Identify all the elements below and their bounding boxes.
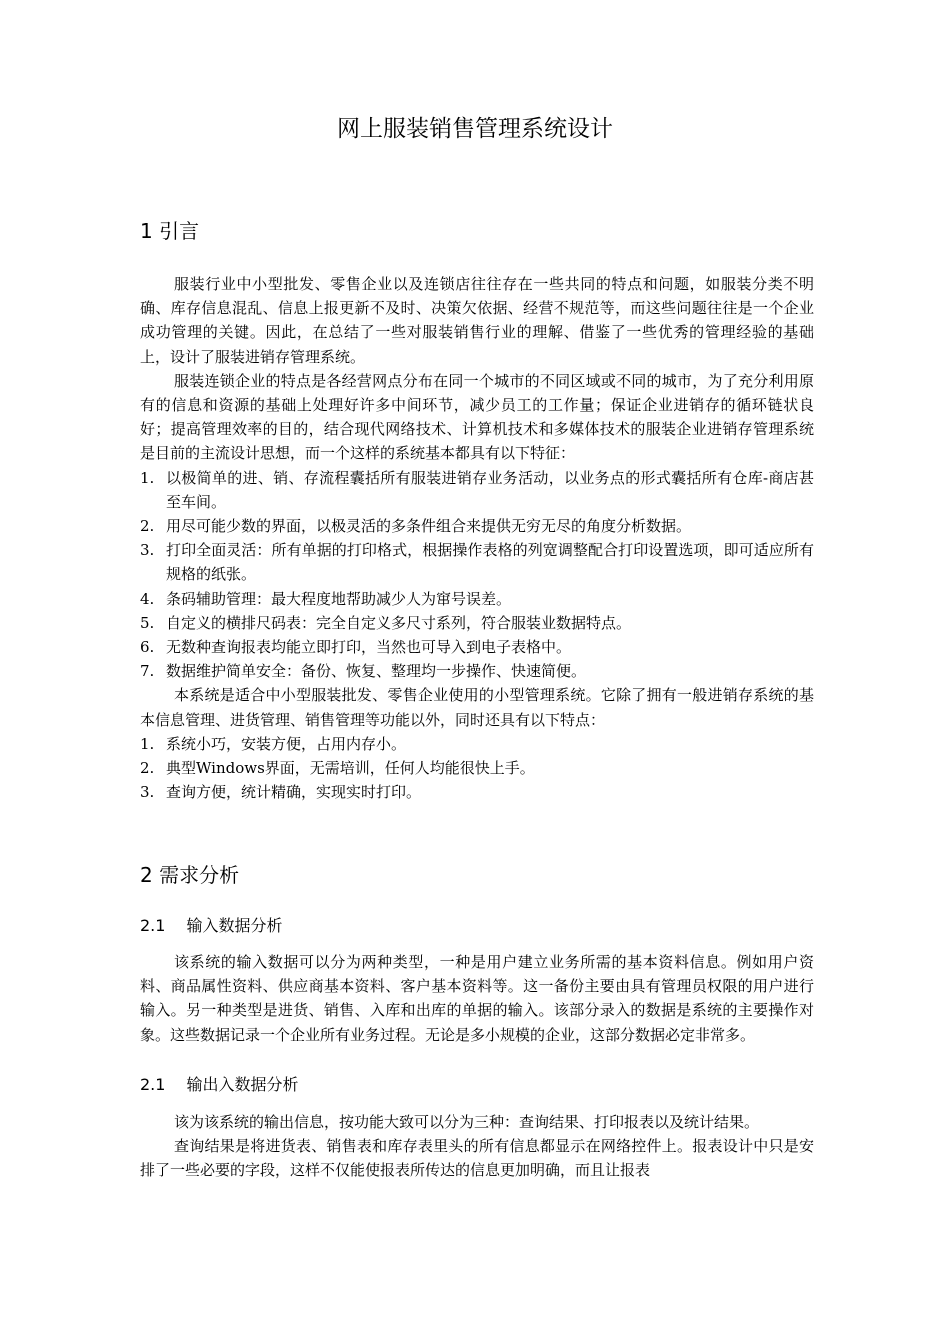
list-number: 6. xyxy=(140,638,155,657)
list-item xyxy=(140,611,814,635)
paragraph: 查询结果是将进货表、销售表和库存表里头的所有信息都显示在网络控件上。报表设计中只是安排了一些必要的字段，这样不仅能使报表所传达的信息更加明确，而且让报表 xyxy=(140,1137,814,1180)
input-analysis-body xyxy=(140,950,814,1047)
output-analysis-body xyxy=(140,1110,814,1183)
paragraph: 服装行业中小型批发、零售企业以及连锁店往往存在一些共同的特点和问题，如服装分类不明确、库存信息混乱、信息上报更新不及时、决策欠依据、经营不规范等，而这些问题往往是一个企业成功管理的关键。因此，在总结了一些对服装销售行业的理解、借鉴了一些优秀的管理经验的基础上，设计了服装进销存管理系统。 xyxy=(140,275,814,366)
list-text: 用尽可能少数的界面，以极灵活的多条件组合来提供无穷无尽的角度分析数据。 xyxy=(166,517,692,536)
paragraph: 本系统是适合中小型服装批发、零售企业使用的小型管理系统。它除了拥有一般进销存系统的基本信息管理、进货管理、销售管理等功能以外，同时还具有以下特点： xyxy=(140,686,814,729)
list-number: 7. xyxy=(140,662,155,681)
subsection-heading-input-analysis: 2.1 输入数据分析 xyxy=(140,916,283,935)
list-number: 3. xyxy=(140,783,155,802)
list-text: 自定义的横排尺码表：完全自定义多尺寸系列，符合服装业数据特点。 xyxy=(166,613,632,632)
list-item xyxy=(140,538,814,586)
document-title: 网上服装销售管理系统设计 xyxy=(337,116,613,142)
list-text: 查询方便，统计精确，实现实时打印。 xyxy=(166,783,422,802)
list-number: 3. xyxy=(140,541,155,560)
list-text: 数据维护简单安全：备份、恢复、整理均一步操作、快速简便。 xyxy=(166,662,587,681)
subsection-heading-output-analysis: 2.1 输出入数据分析 xyxy=(140,1075,299,1094)
list-item xyxy=(140,732,814,756)
trait-list xyxy=(140,732,814,805)
list-number: 1. xyxy=(140,734,155,753)
list-number: 1. xyxy=(140,468,155,487)
list-number: 2. xyxy=(140,759,155,778)
paragraph: 服装连锁企业的特点是各经营网点分布在同一个城市的不同区域或不同的城市，为了充分利用原有的信息和资源的基础上处理好许多中间环节，减少员工的工作量；保证企业进销存的循环链状良好；提高管理效率的目的，结合现代网络技术、计算机技术和多媒体技术的服装企业进销存管理系统是目前的主流设计思想，而一个这样的系统基本都具有以下特征： xyxy=(140,371,814,463)
list-item xyxy=(140,659,814,683)
list-item xyxy=(140,587,814,611)
list-number: 5. xyxy=(140,613,155,632)
list-text: 条码辅助管理：最大程度地帮助减少人为窜号误差。 xyxy=(166,589,512,608)
list-item xyxy=(140,780,814,804)
list-item xyxy=(140,635,814,659)
section-heading-introduction: 1 引言 xyxy=(140,219,200,243)
feature-list xyxy=(140,466,814,684)
list-text: 以极简单的进、销、存流程囊括所有服装进销存业务活动，以业务点的形式囊括所有仓库-商店甚至车间。 xyxy=(166,468,814,511)
list-item xyxy=(140,514,814,538)
list-text: 系统小巧，安装方便，占用内存小。 xyxy=(166,734,407,753)
paragraph: 该系统的输入数据可以分为两种类型，一种是用户建立业务所需的基本资料信息。例如用户资料、商品属性资料、供应商基本资料、客户基本资料等。这一备份主要由具有管理员权限的用户进行输入。另一种类型是进货、销售、入库和出库的单据的输入。该部分录入的数据是系统的主要操作对象。这些数据记录一个企业所有业务过程。无论是多小规模的企业，这部分数据必定非常多。 xyxy=(140,953,814,1044)
section-heading-requirements: 2 需求分析 xyxy=(140,863,240,887)
list-number: 4. xyxy=(140,589,155,608)
introduction-body xyxy=(140,272,814,804)
paragraph: 该为该系统的输出信息，按功能大致可以分为三种：查询结果、打印报表以及统计结果。 xyxy=(174,1113,760,1131)
list-text: 无数种查询报表均能立即打印，当然也可导入到电子表格中。 xyxy=(166,638,572,657)
list-item xyxy=(140,756,814,780)
list-text: 打印全面灵活：所有单据的打印格式，根据操作表格的列宽调整配合打印设置选项，即可适应所有规格的纸张。 xyxy=(166,541,814,584)
list-number: 2. xyxy=(140,517,155,536)
list-text: 典型Windows界面，无需培训，任何人均能很快上手。 xyxy=(166,759,535,778)
list-item xyxy=(140,466,814,514)
